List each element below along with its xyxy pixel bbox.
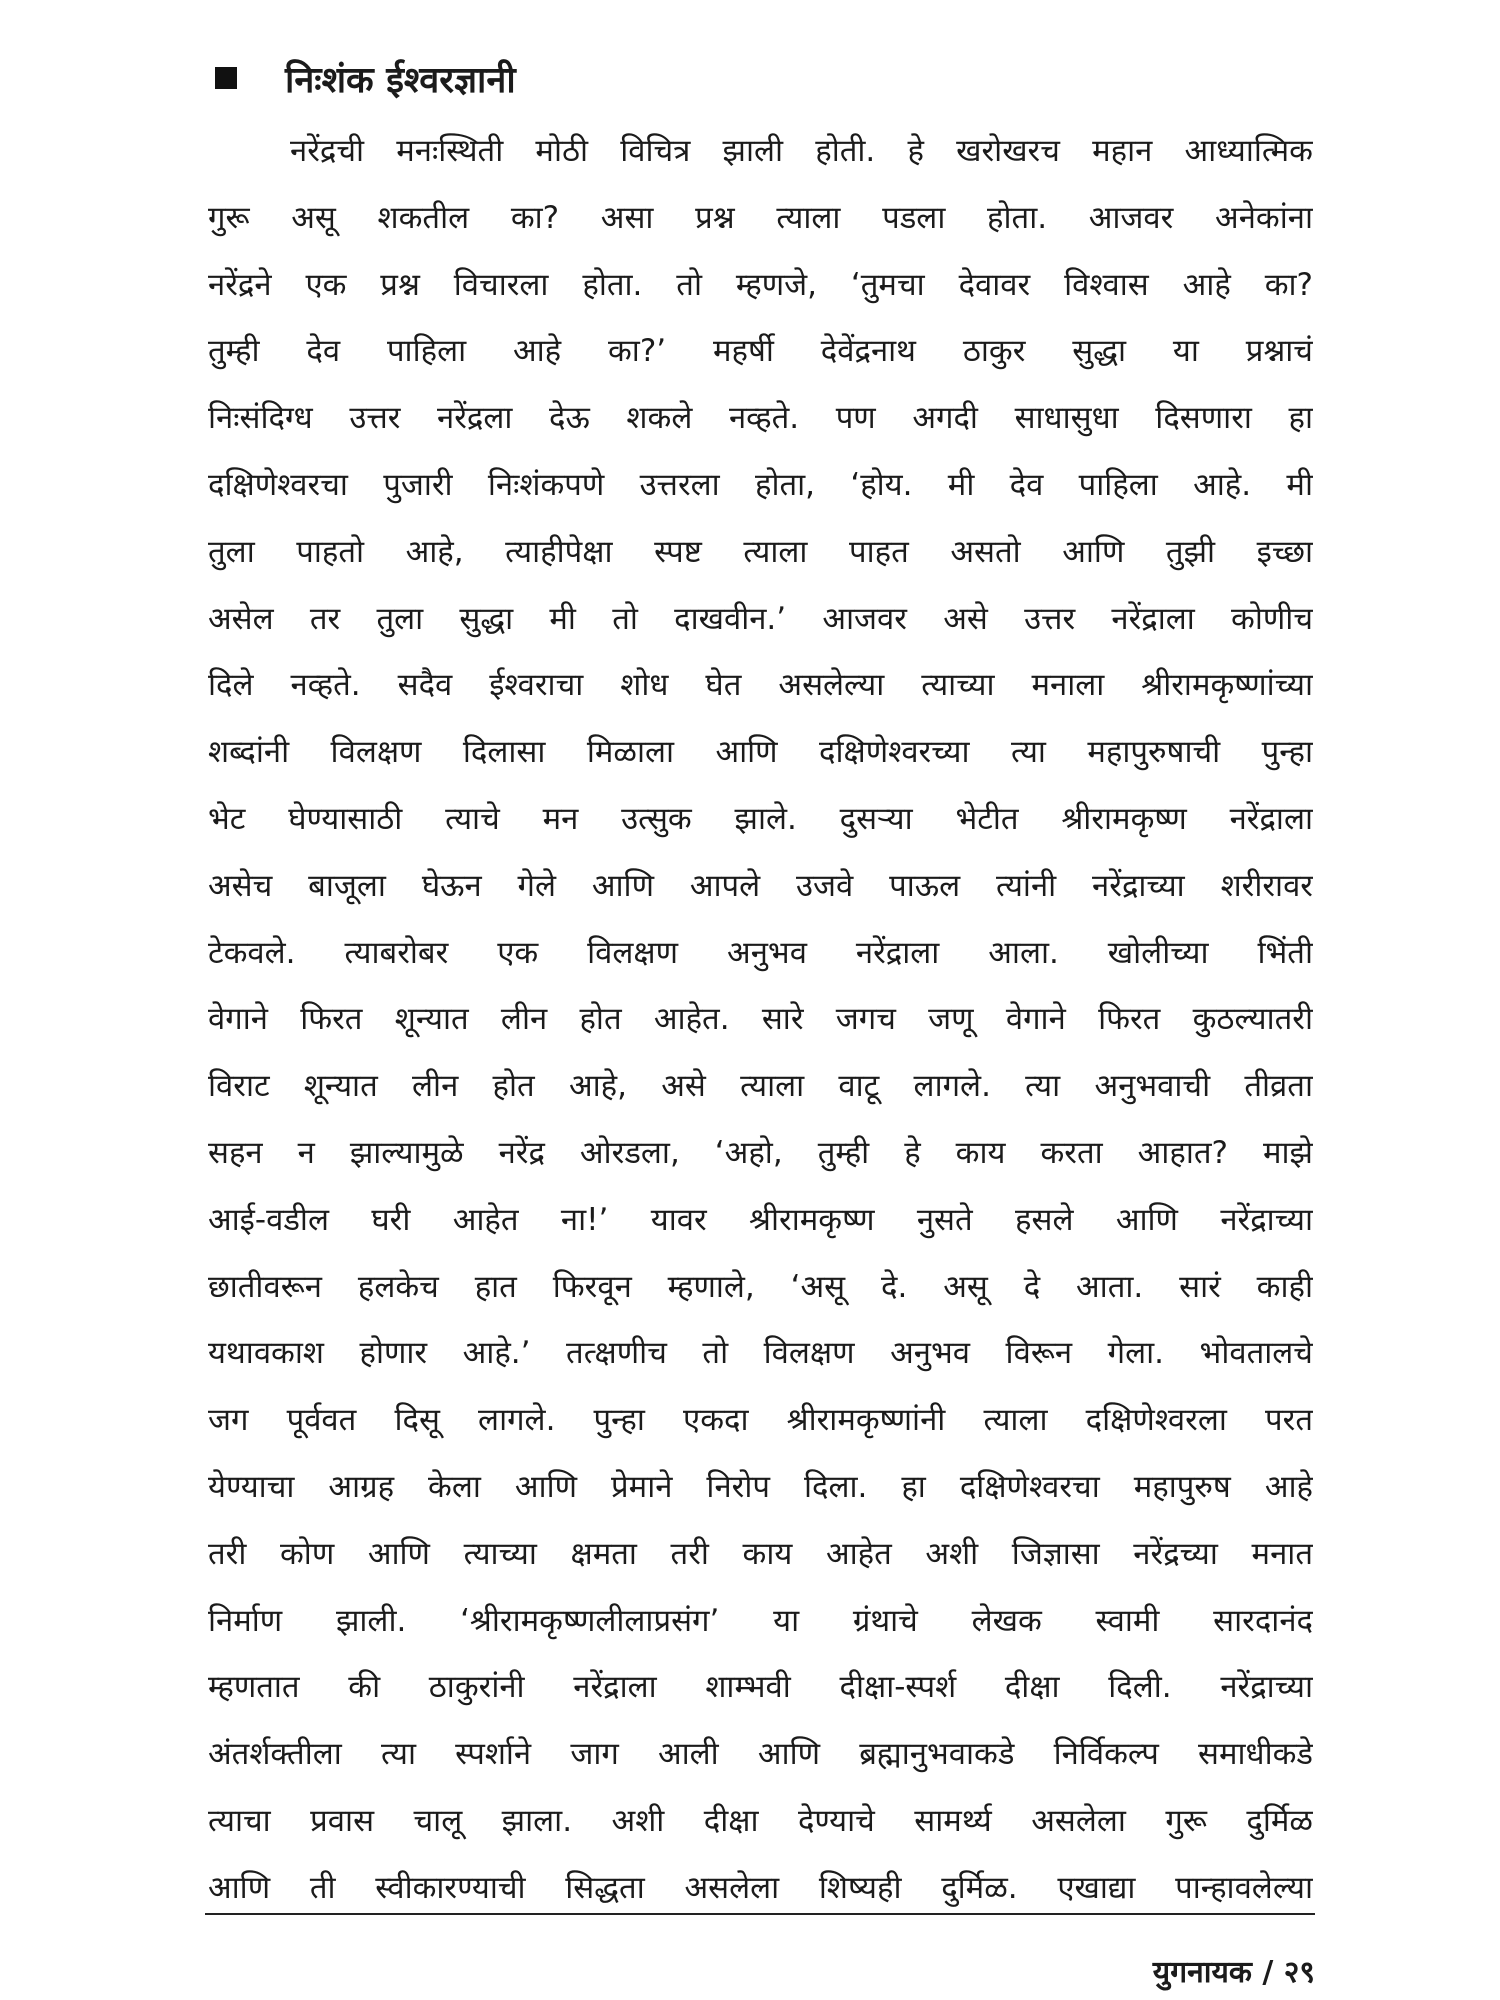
text-line: तुला पाहतो आहे, त्याहीपेक्षा स्पष्ट त्याला पाहत असतो आणि तुझी इच्छा [208, 533, 1313, 570]
text-line: तुम्ही देव पाहिला आहे का?’ महर्षी देवेंद्रनाथ ठाकुर सुद्धा या प्रश्नाचं [208, 333, 1313, 370]
text-line: त्याचा प्रवास चालू झाला. अशी दीक्षा देण्याचे सामर्थ्य असलेला गुरू दुर्मिळ [208, 1802, 1313, 1839]
text-line: तरी कोण आणि त्याच्या क्षमता तरी काय आहेत अशी जिज्ञासा नरेंद्रच्या मनात [208, 1535, 1313, 1572]
text-line: निःसंदिग्ध उत्तर नरेंद्रला देऊ शकले नव्हते. पण अगदी साधासुधा दिसणारा हा [208, 400, 1313, 437]
text-line: आणि ती स्वीकारण्याची सिद्धता असलेला शिष्यही दुर्मिळ. एखाद्या पान्हावलेल्या [208, 1869, 1313, 1906]
text-line: दिले नव्हते. सदैव ईश्वराचा शोध घेत असलेल्या त्याच्या मनाला श्रीरामकृष्णांच्या [208, 667, 1313, 704]
text-line: नरेंद्रने एक प्रश्न विचारला होता. तो म्हणजे, ‘तुमचा देवावर विश्वास आहे का? [208, 266, 1313, 303]
text-line: आई-वडील घरी आहेत ना!’ यावर श्रीरामकृष्ण नुसते हसले आणि नरेंद्राच्या [208, 1201, 1313, 1238]
text-line: विराट शून्यात लीन होत आहे, असे त्याला वाटू लागले. त्या अनुभवाची तीव्रता [208, 1068, 1313, 1105]
text-line: टेकवले. त्याबरोबर एक विलक्षण अनुभव नरेंद्राला आला. खोलीच्या भिंती [208, 934, 1313, 971]
text-line: छातीवरून हलकेच हात फिरवून म्हणाले, ‘असू दे. असू दे आता. सारं काही [208, 1268, 1313, 1305]
body-text [208, 118, 1313, 1922]
square-bullet-icon [215, 67, 237, 89]
text-line: वेगाने फिरत शून्यात लीन होत आहेत. सारे जगच जणू वेगाने फिरत कुठल्यातरी [208, 1001, 1313, 1038]
text-line: असेच बाजूला घेऊन गेले आणि आपले उजवे पाऊल त्यांनी नरेंद्राच्या शरीरावर [208, 867, 1313, 904]
text-line: सहन न झाल्यामुळे नरेंद्र ओरडला, ‘अहो, तुम्ही हे काय करता आहात? माझे [208, 1134, 1313, 1171]
section-heading [215, 48, 516, 108]
text-line: यथावकाश होणार आहे.’ तत्क्षणीच तो विलक्षण अनुभव विरून गेला. भोवतालचे [208, 1335, 1313, 1372]
text-line: निर्माण झाली. ‘श्रीरामकृष्णलीलाप्रसंग’ या ग्रंथाचे लेखक स्वामी सारदानंद [208, 1602, 1313, 1639]
text-line: येण्याचा आग्रह केला आणि प्रेमाने निरोप दिला. हा दक्षिणेश्वरचा महापुरुष आहे [208, 1468, 1313, 1505]
text-line: दक्षिणेश्वरचा पुजारी निःशंकपणे उत्तरला होता, ‘होय. मी देव पाहिला आहे. मी [208, 466, 1313, 503]
page-footer: युगनायक / २९ [1152, 1955, 1315, 1990]
text-line: गुरू असू शकतील का? असा प्रश्न त्याला पडला होता. आजवर अनेकांना [208, 199, 1313, 236]
text-line: अंतर्शक्तीला त्या स्पर्शाने जाग आली आणि ब्रह्मानुभवाकडे निर्विकल्प समाधीकडे [208, 1736, 1313, 1773]
text-line: नरेंद्रची मनःस्थिती मोठी विचित्र झाली होती. हे खरोखरच महान आध्यात्मिक [290, 133, 1313, 169]
text-line: असेल तर तुला सुद्धा मी तो दाखवीन.’ आजवर असे उत्तर नरेंद्राला कोणीच [208, 600, 1313, 637]
text-line: जग पूर्ववत दिसू लागले. पुन्हा एकदा श्रीरामकृष्णांनी त्याला दक्षिणेश्वरला परत [208, 1402, 1313, 1439]
text-line: शब्दांनी विलक्षण दिलासा मिळाला आणि दक्षिणेश्वरच्या त्या महापुरुषाची पुन्हा [208, 734, 1313, 771]
text-line: भेट घेण्यासाठी त्याचे मन उत्सुक झाले. दुसऱ्या भेटीत श्रीरामकृष्ण नरेंद्राला [208, 800, 1313, 837]
footer-divider [205, 1913, 1315, 1915]
text-line: म्हणतात की ठाकुरांनी नरेंद्राला शाम्भवी दीक्षा-स्पर्श दीक्षा दिली. नरेंद्राच्या [208, 1669, 1313, 1706]
section-title: निःशंक ईश्वरज्ञानी [285, 59, 516, 101]
